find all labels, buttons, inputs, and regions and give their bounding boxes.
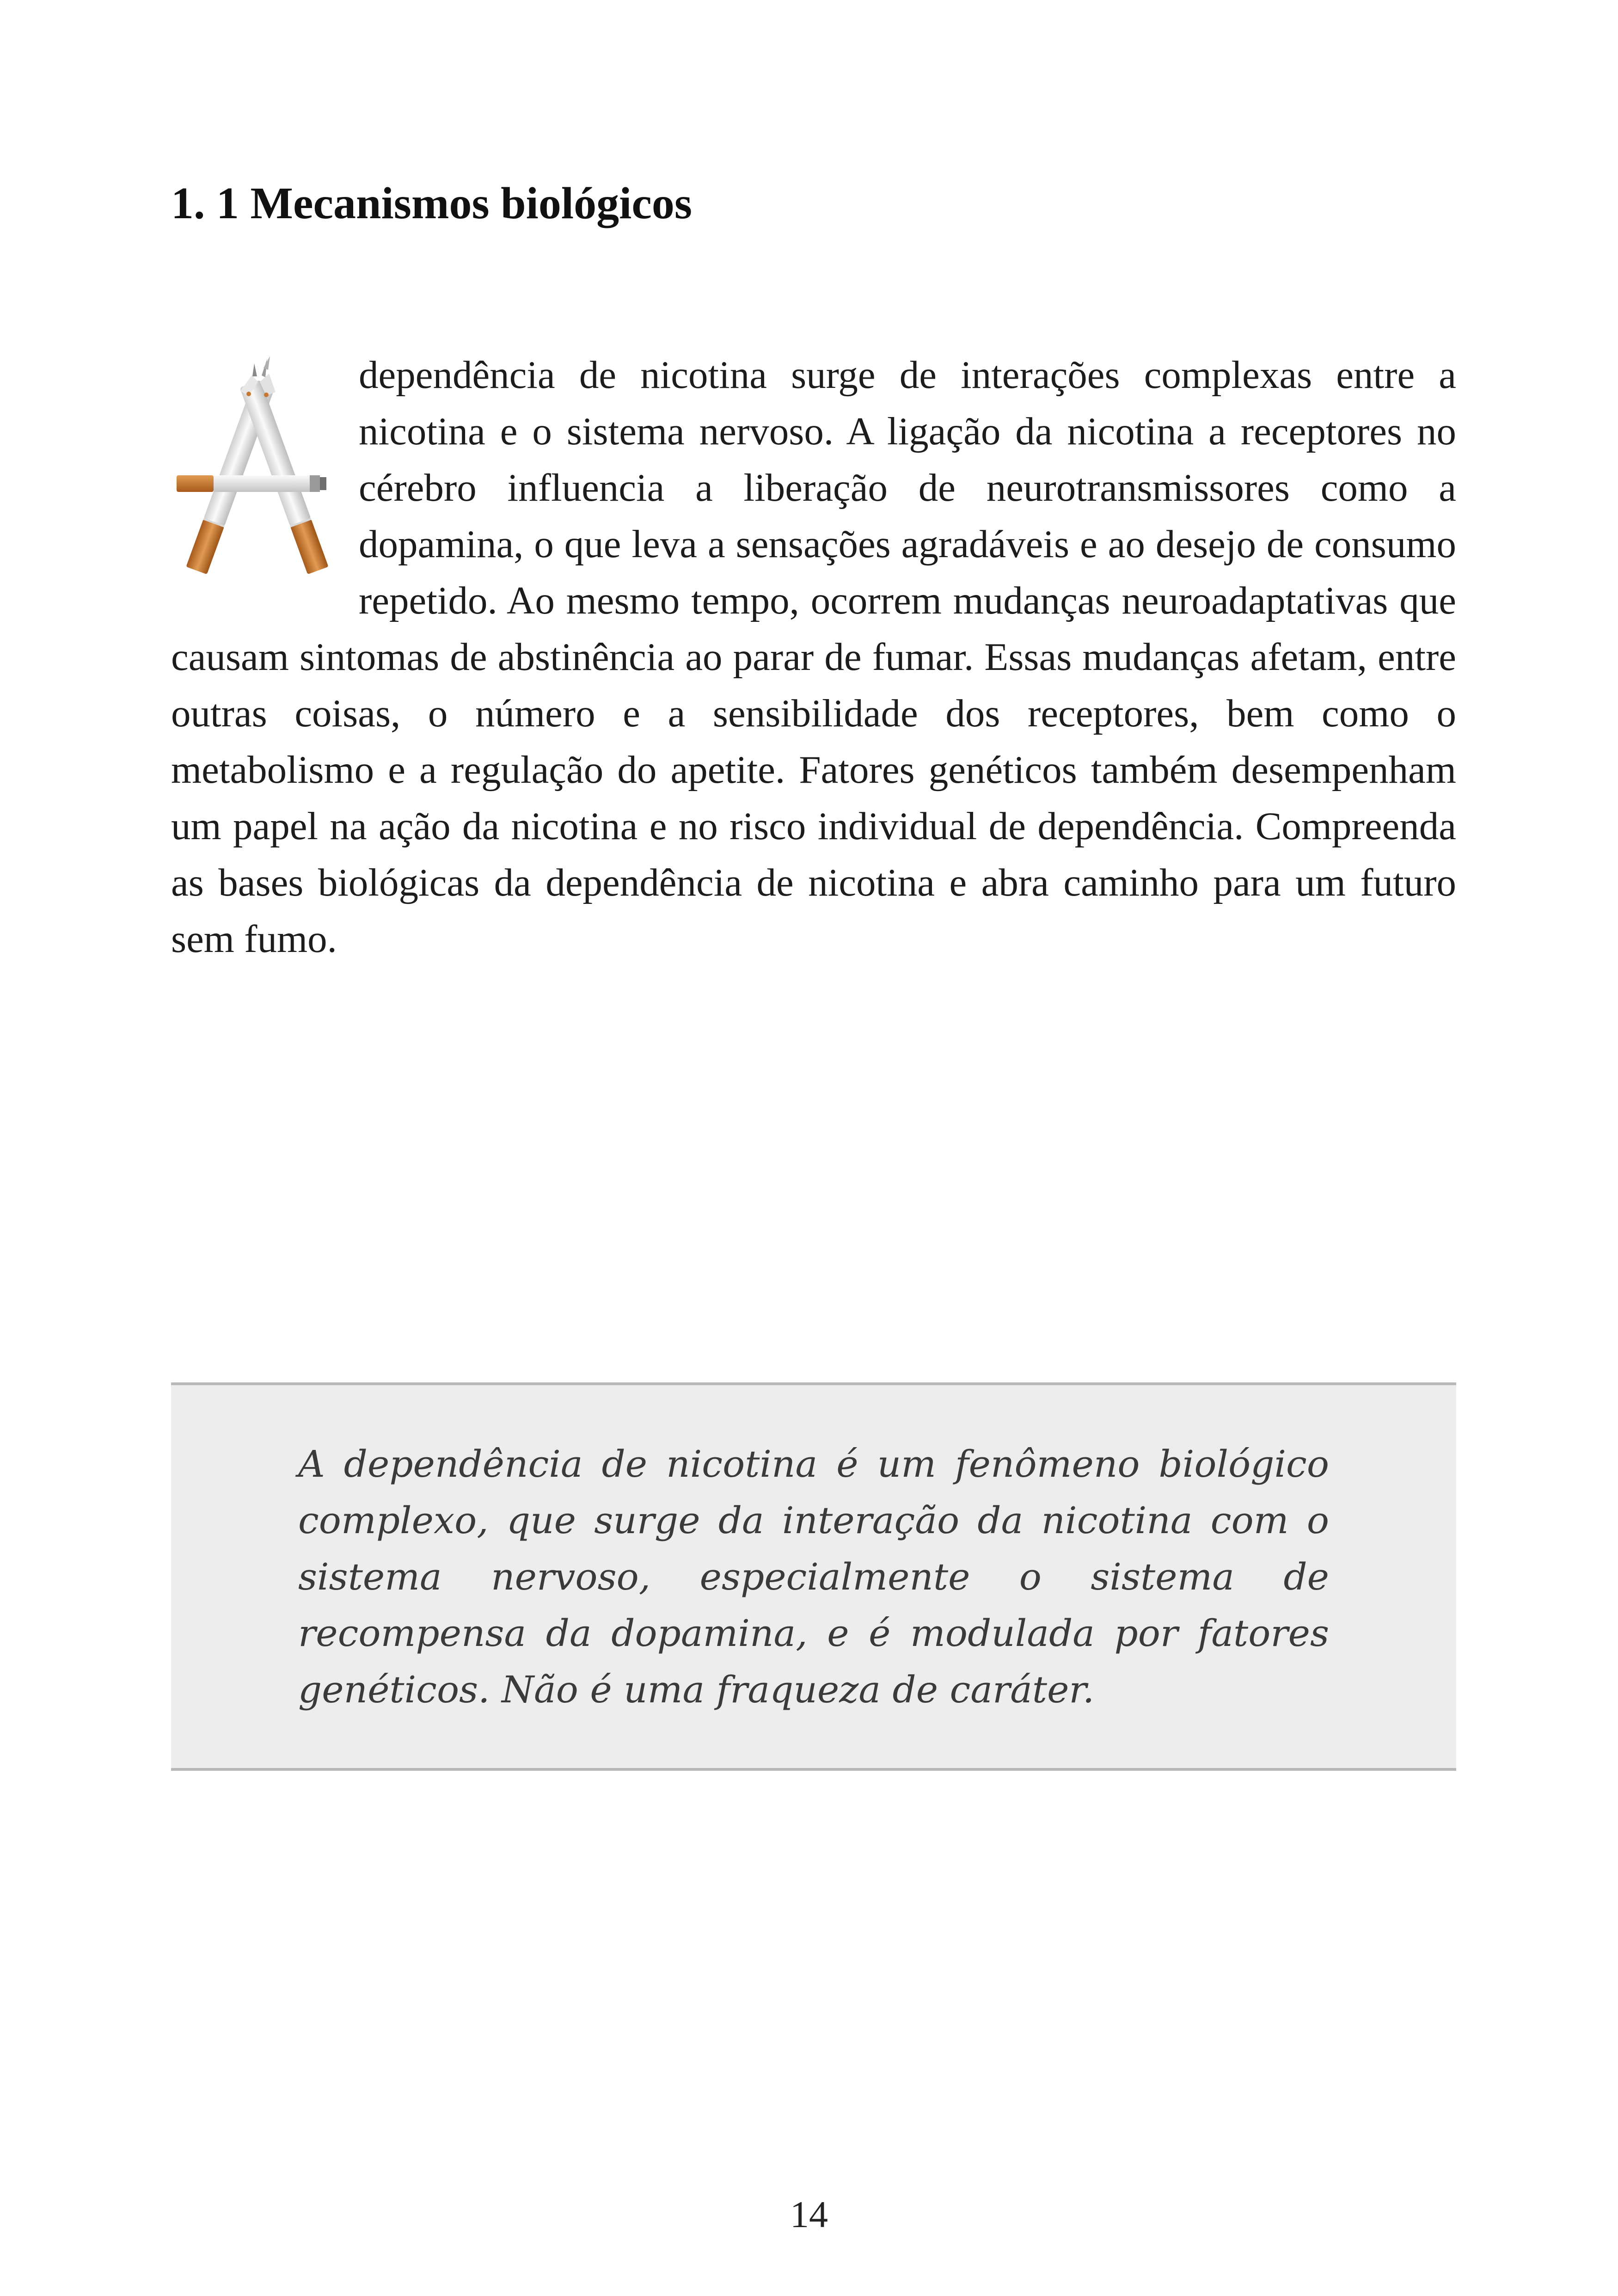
callout-box [171, 1382, 1456, 1771]
section-heading: 1. 1 Mecanismos biológicos [171, 178, 692, 228]
page-number: 14 [790, 2193, 828, 2235]
callout-text: A dependência de nicotina é um fenômeno biológico complexo, que surge da interação da nicotina com o sistema nervoso, especialmente o sistema de recompensa da dopamina, e é modulada por fatores genéticos. Não é uma fraqueza de caráter. [298, 1443, 1329, 1711]
body-paragraph-text: dependência de nicotina surge de interações complexas entre a nicotina e o sistema nervoso. A ligação da nicotina a receptores no cérebro influencia a liberação de neurotransmissores como a dopamina, o que leva a sensações agradáveis e ao desejo de consumo repetido. Ao mesmo tempo, ocorrem mudanças neuroadaptativas que causam sintomas de abstinência ao parar de fumar. Essas mudanças afetam, entre outras coisas, o número e a sensibilidade dos receptores, bem como o metabolismo e a regulação do apetite. Fatores genéticos também desempenham um papel na ação da nicotina e no risco individual de dependência. Compreenda as bases biológicas da dependência de nicotina e abra caminho para um futuro sem fumo. [171, 353, 1456, 961]
body-paragraph [171, 347, 1456, 967]
cigarette-letter-a-icon [171, 350, 342, 575]
